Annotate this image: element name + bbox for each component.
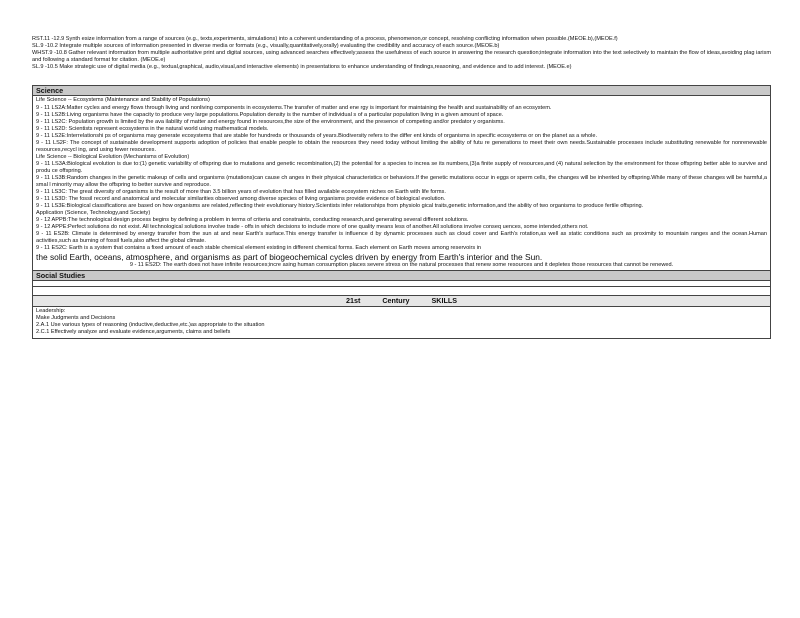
standard-sl-9-10-5: SL.9 -10.5 Make strategic use of digital media (e.g., textual,graphical, audio,visual,and interactive elements) in presentations to enhance understanding of findings,reasoning, and evidence and to add interest. (MEOE.e): [32, 64, 572, 71]
science-line: 9 - 11 LS3B:Random changes in the genetic makeup of cells and organisms (mutations)can cause ch anges in their physical characteristics or behaviors.If the genetic mutations occur in eggs or sperm cells, the changes will be inherited by offspring.While many of these changes will be harmful,a smal l minority may allow the offspring to better survive and reproduce.: [36, 174, 767, 189]
section-spacer: [32, 287, 771, 295]
science-line: 9 - 12 APPE:Perfect solutions do not exist. All technological solutions involve trade - offs in which decisions to include more of one quality means less of another.All solutions involve conseq uences, some intended,others not.: [36, 224, 589, 231]
science-line: Life Science -- Biological Evolution (Mechanisms of Evolution): [36, 153, 190, 160]
skills-line: 2.A.1 Use various types of reasoning (inductive,deductive,etc.)as appropriate to the situation: [36, 321, 265, 328]
skills-heading: 21st Century SKILLS: [32, 295, 771, 307]
science-line: 9 - 11 LS2C: Population growth is limited by the ava ilability of matter and energy found in resources,the size of the environment, and the presence of competing and/or predator y organisms.: [36, 118, 505, 125]
science-body: [33, 96, 770, 269]
science-line: 9 - 11 LS2D: Scientists represent ecosystems in the natural world using mathematical models.: [36, 125, 269, 132]
social-studies-heading: Social Studies: [33, 270, 770, 281]
science-line: 9 - 11 LS2F: The concept of sustainable development supports adoption of policies that enable people to obtain the resources they need today without limiting the ability of futu re generations to meet their own needs.Sustainable processes include substituting renewable for nonrenewable resources,recycl ing, and using fewer resources.: [36, 139, 767, 153]
science-line: 9 - 11 LS3D: The fossil record and anatomical and molecular similarities observed among diverse species of living organisms provide evidence of biological evolution.: [36, 196, 446, 203]
science-large-line: the solid Earth, oceans, atmosphere, and organisms as part of biogeochemical cycles driven by energy from Earth's interior and the Sun.: [36, 251, 543, 262]
science-line: 9 - 11 ES2B: Climate is determined by energy transfer from the sun at and near Earth's surface.This energy transfer is influence d by dynamic processes such as cloud cover and Earth's rotation,as well as static conditions such as proximity to mountain ranges and the ocean.Human activities,such as burning of fossil fuels,also affect the global climate.: [36, 231, 767, 245]
science-heading: Science: [33, 86, 770, 96]
science-line: 9 - 11 ES2C: Earth is a system that contains a fixed amount of each stable chemical element existing in different chemical forms. Each element on Earth moves among reservoirs in: [36, 245, 482, 252]
science-line: Life Science -- Ecosystems (Maintenance and Stability of Populations): [36, 97, 210, 104]
standard-whst-9-10-8: WHST.9 -10.8 Gather relevant information from multiple authoritative print and digital sources, using advanced searches effectively;assess the usefulness of each source in answering the research question;integrate information into the text selectively to maintain the flow of ideas,avoiding plag iarism and following a standard format for citation. (MEOE.e): [32, 50, 771, 64]
ela-standards-block: [32, 36, 771, 71]
science-line: Application (Science, Technology,and Society): [36, 210, 151, 217]
science-section: [32, 85, 771, 286]
science-line: 9 - 11 LS2B:Living organisms have the capacity to produce very large populations.Population density is the number of individual s of a particular population living in a given amount of space.: [36, 111, 504, 118]
standard-rst-11-12-9: RST.11 -12.9 Synth esize information from a range of sources (e.g., texts,experiments, simulations) into a coherent understanding of a process, phenomenon,or concept, resolving conflicting information when possible.(MEOE.b),(MEOE.f): [32, 36, 618, 42]
skills-line: Leadership:: [36, 307, 66, 314]
science-line: 9 - 11 LS3C: The great diversity of organisms is the result of more than 3.5 billion years of evolution that has filled available ecosystem niches on Earth with life forms.: [36, 189, 446, 196]
document-page: [32, 36, 771, 339]
standard-sl-9-10-2: SL.9 -10.2 Integrate multiple sources of information presented in diverse media or formats (e.g., visually,quantitatively,orally) evaluating the credibility and accuracy of each source.(MEOE.b): [32, 43, 500, 50]
science-line: 9 - 11 LS3E:Biological classifications are based on how organisms are related,reflecting their evolutionary history.Scientists infer relationships from physiolo gical traits,genetic information,and the ability of two organisms to produce fertile offspring.: [36, 203, 644, 210]
science-line: 9 - 11 LS2A:Matter cycles and energy flows through living and nonliving components in ecosystems.The transfer of matter and ene rgy is important for maintaining the health and sustainability of an ecosystem.: [36, 104, 552, 111]
science-line: 9 - 11 LS3A:Biological evolution is due to:(1) genetic variability of offspring due to mutations and genetic recombination,(2) the potential for a species to increa se its numbers,(3)a finite supply of resources,and (4) natural selection by the environment for those offspring better able to survive and produ ce offspring.: [36, 160, 767, 174]
social-studies-body: [33, 281, 770, 286]
science-line: 9 - 11 ES2D: The earth does not have infinite resources;incre asing human consumption places severe stress on the natural processes that renew some resources and it depletes those resources that cannot be renewed.: [129, 261, 674, 268]
skills-line: 2.C.1 Effectively analyze and evaluate evidence,arguments, claims and beliefs: [36, 328, 231, 335]
science-line: 9 - 11 LS2E:Interrelationshi ps of organisms may generate ecosystems that are stable for hundreds or thousands of years.Biodiversity refers to the differ ent kinds of organisms in specific ecosystems or on the planet as a whole.: [36, 132, 598, 139]
skills-line: Make Judgments and Decisions: [36, 314, 116, 321]
skills-body: [32, 307, 771, 339]
science-line: 9 - 12 APPB:The technological design process begins by defining a problem in terms of criteria and constraints, conducting research,and generating several different solutions.: [36, 217, 469, 224]
